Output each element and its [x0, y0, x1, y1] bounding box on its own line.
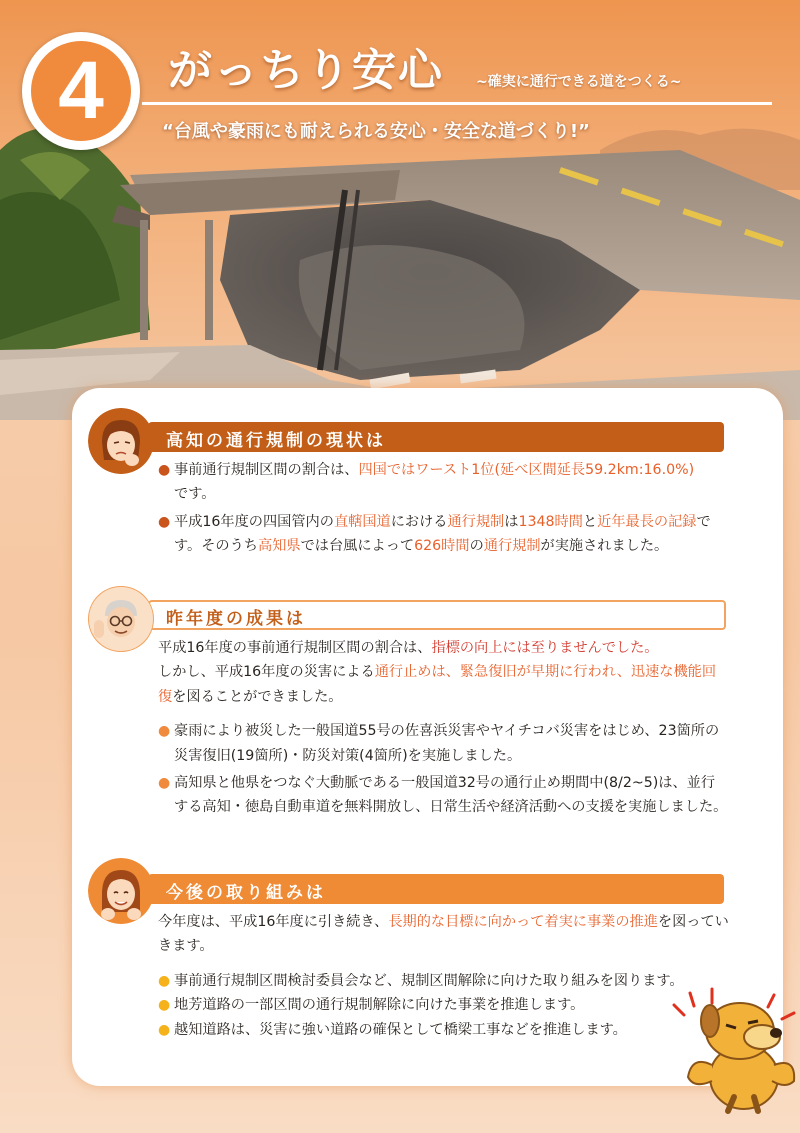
highlight-text: 指標の向上には至りませんでした。 — [431, 640, 659, 656]
section-number: 4 — [31, 41, 131, 141]
highlight-text: 直轄国道 — [333, 513, 391, 530]
text: 事前通行規制区間の割合は、 — [174, 462, 359, 478]
paragraph — [158, 660, 728, 709]
woman-worried-icon — [88, 408, 154, 474]
highlight-text: 通行止めは、緊急復旧が早期に行われ、迅速な機能回復 — [158, 664, 717, 705]
highlight-text: 1348時間 — [518, 513, 583, 530]
section-number-badge — [22, 32, 140, 150]
paragraph — [158, 910, 738, 959]
section-title-results: 昨年度の成果は — [166, 609, 306, 629]
highlight-text: 高知県 — [258, 538, 301, 555]
list-item: ● 地芳道路の一部区間の通行規制解除に向けた事業を推進します。 — [158, 993, 738, 1017]
content-panel — [72, 388, 783, 1086]
highlight-text: 近年最長の記録 — [597, 513, 697, 530]
results-text — [158, 636, 728, 820]
page-title: がっちり安心 — [168, 45, 444, 96]
highlight-text: 長期的な目標に向かって着実に事業の推進 — [388, 914, 658, 930]
text: を図っていきます。 — [158, 914, 729, 955]
text: 平成16年度の四国管内の — [174, 513, 334, 530]
highlight-text: 通行規制 — [447, 513, 505, 530]
page-subtitle: ~確実に通行できる道をつくる~ — [476, 74, 682, 90]
text: 今年度は、平成16年度に引き続き、 — [158, 914, 389, 930]
highlight-text: 626時間 — [414, 538, 470, 555]
list-item: ● 越知道路は、災害に強い道路の確保として橋梁工事などを推進します。 — [158, 1018, 738, 1042]
dog-mascot-icon — [654, 985, 800, 1115]
current-status-list — [158, 458, 728, 559]
text: 平成16年度の事前通行規制区間の割合は、 — [158, 640, 432, 656]
highlight-text: 通行規制 — [483, 538, 541, 555]
text: では台風によって — [300, 538, 415, 555]
list-item: ● 豪雨により被災した一般国道55号の佐喜浜災害やヤイチコバ災害をはじめ、23箇所の災害復旧(19箇所)・防災対策(4箇所)を実施しました。 — [158, 719, 728, 768]
highlight-text: 四国ではワースト1位(延べ区間延長59.2km:16.0%) — [358, 462, 695, 478]
hero-photo — [0, 0, 800, 420]
text: です。 — [174, 486, 216, 503]
text: です。そのうち — [174, 513, 711, 555]
list-item: ● 事前通行規制区間検討委員会など、規制区間解除に向けた取り組みを図ります。 — [158, 969, 738, 993]
text: と — [582, 513, 598, 530]
older-man-icon — [88, 586, 154, 652]
section-title-future: 今後の取り組みは — [166, 883, 326, 903]
section-title-current: 高知の通行規制の現状は — [166, 431, 386, 451]
text: を図ることができました。 — [172, 688, 343, 705]
tagline: “台風や豪雨にも耐えられる安心・安全な道づくり!” — [162, 121, 590, 142]
list-item — [158, 510, 728, 559]
text: は — [504, 513, 519, 530]
paragraph — [158, 636, 728, 660]
title-divider — [142, 102, 772, 105]
text: が実施されました。 — [540, 538, 669, 555]
text: における — [390, 513, 448, 530]
future-text — [158, 910, 738, 1042]
text: の — [469, 538, 484, 555]
list-item: ● 高知県と他県をつなぐ大動脈である一般国道32号の通行止め期間中(8/2~5)は、並行する高知・徳島自動車道を無料開放し、日常生活や経済活動への支援を実施しました。 — [158, 771, 728, 820]
woman-cheerful-icon — [88, 858, 154, 924]
text: しかし、平成16年度の災害による — [158, 664, 375, 681]
list-item — [158, 458, 728, 507]
